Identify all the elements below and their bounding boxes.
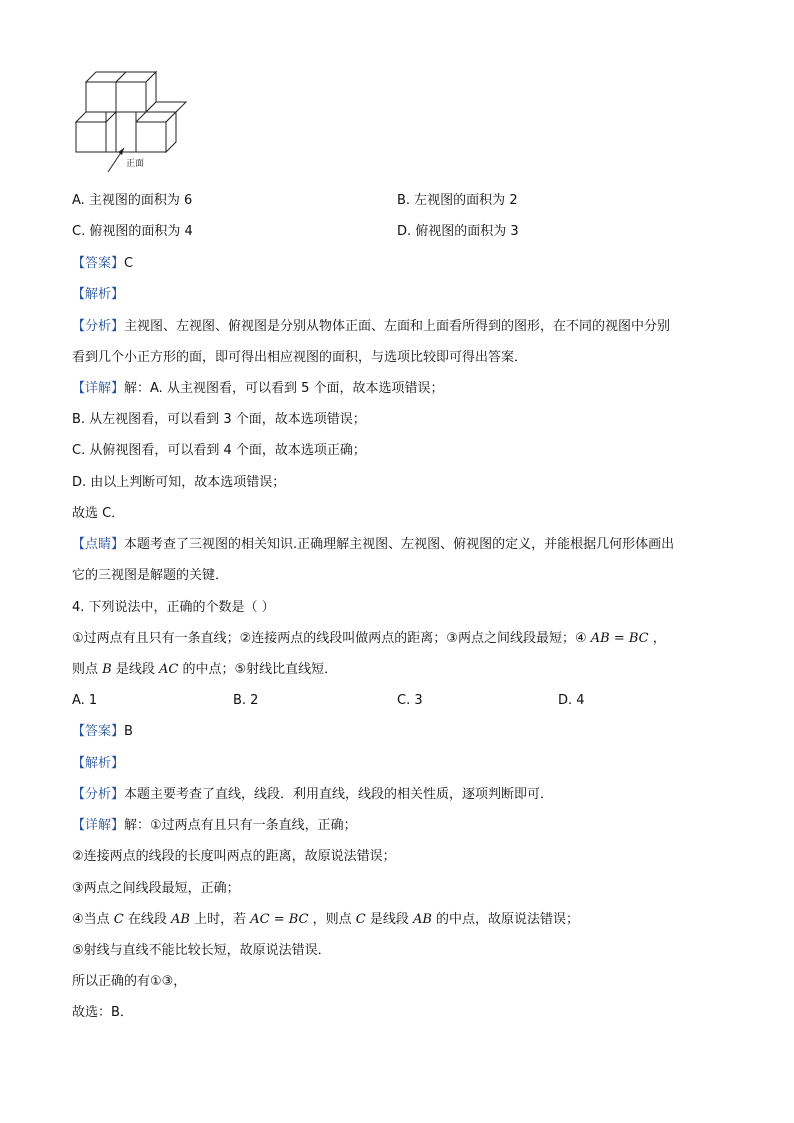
q3-analysis-heading: [72, 285, 124, 305]
q4-option-a: A. 1: [72, 693, 98, 708]
fenxi-text: 本题主要考查了直线，线段．利用直线，线段的相关性质，逐项判断即可．: [124, 787, 554, 802]
statement-text: 是线段: [111, 662, 159, 677]
q3-option-d: D. 俯视图的面积为 3: [397, 224, 519, 239]
math-var: B: [102, 662, 112, 677]
analysis-tag: 【解析】: [72, 287, 125, 302]
q3-dianjing-line-1: [72, 535, 674, 555]
fenxi-tag: 【分析】: [72, 787, 125, 802]
answer-value: B: [124, 724, 133, 739]
math-var: C: [113, 912, 124, 927]
answer-tag: 【答案】: [72, 256, 125, 271]
xiangjie-tag: 【详解】: [72, 381, 125, 396]
cube-figure: [72, 68, 192, 176]
statement-text: ，: [648, 631, 666, 646]
xiangjie-text: 解：①过两点有且只有一条直线，正确；: [124, 818, 357, 833]
q3-line-b: B. 从左视图看，可以看到 3 个面，故本选项错误；: [72, 412, 366, 427]
q4-statement-line-1: [72, 629, 666, 649]
cube-front-face: [86, 82, 116, 112]
xiangjie-text: 解：A. 从主视图看，可以看到 5 个面，故本选项错误；: [124, 381, 444, 396]
math-var: AC: [158, 662, 179, 677]
q3-option-b: B. 左视图的面积为 2: [397, 193, 518, 208]
q4-option-d: D. 4: [558, 693, 585, 708]
q4-line-3: ③两点之间线段最短，正确；: [72, 881, 240, 896]
q4-xiangjie-line-1: [72, 816, 357, 836]
fenxi-tag: 【分析】: [72, 319, 125, 334]
math-var: AB: [171, 912, 190, 927]
statement-text: ，则点: [308, 912, 356, 927]
math-var: AB: [412, 912, 432, 927]
q4-choose: 故选：B．: [72, 1005, 133, 1020]
fenxi-text: 主视图、左视图、俯视图是分别从物体正面、左面和上面看所得到的图形，在不同的视图中分别: [124, 319, 671, 334]
q3-fenxi-line-2: 看到几个小正方形的面，即可得出相应视图的面积，与选项比较即可得出答案．: [72, 350, 528, 365]
answer-tag: 【答案】: [72, 724, 125, 739]
q4-statement-line-2: [72, 660, 337, 680]
q4-answer-line: [72, 722, 133, 742]
math-var: C: [355, 912, 366, 927]
q3-line-c: C. 从俯视图看，可以看到 4 个面，故本选项正确；: [72, 443, 366, 458]
statement-text: 在线段: [123, 912, 172, 927]
q4-stem: 4. 下列说法中，正确的个数是（ ）: [72, 600, 275, 615]
statement-text: 上时，若: [189, 912, 251, 927]
cube-front-face: [136, 122, 166, 152]
q4-line-6: 所以正确的有①③，: [72, 974, 187, 989]
q4-option-c: C. 3: [397, 693, 423, 708]
dianjing-tag: 【点睛】: [72, 537, 125, 552]
dianjing-text: 本题考查了三视图的相关知识.正确理解主视图、左视图、俯视图的定义，并能根据几何形体画出: [124, 537, 675, 552]
cube-front-face: [116, 82, 146, 112]
math-expr: AC = BC: [250, 912, 309, 927]
figure-caption: 正面: [126, 159, 145, 169]
q4-analysis-heading: [72, 754, 124, 774]
q3-xiangjie-line-1: [72, 379, 443, 399]
q4-option-b: B. 2: [233, 693, 259, 708]
q4-line-4: [72, 910, 579, 930]
xiangjie-tag: 【详解】: [72, 818, 125, 833]
q3-dianjing-line-2: 它的三视图是解题的关键．: [72, 568, 229, 583]
q4-line-2: ②连接两点的线段的长度叫两点的距离，故原说法错误；: [72, 849, 396, 864]
statement-text: 则点: [72, 662, 103, 677]
q4-fenxi-line: [72, 785, 553, 805]
q3-option-a: A. 主视图的面积为 6: [72, 193, 193, 208]
statement-text: 的中点，故原说法错误；: [431, 912, 580, 927]
statement-text: 是线段: [365, 912, 413, 927]
math-expr: AB = BC: [590, 631, 649, 646]
q4-line-5: ⑤射线与直线不能比较长短，故原说法错误．: [72, 943, 331, 958]
statement-text: ①过两点有且只有一条直线；②连接两点的线段叫做两点的距离；③两点之间线段最短；④: [72, 631, 591, 646]
q3-answer-line: [72, 254, 133, 274]
q3-fenxi-line-1: [72, 317, 670, 337]
statement-text: 的中点；⑤射线比直线短．: [178, 662, 338, 677]
cube-front-face: [76, 122, 106, 152]
analysis-tag: 【解析】: [72, 756, 125, 771]
statement-text: ④当点: [72, 912, 114, 927]
q3-choose: 故选 C．: [72, 506, 125, 521]
answer-value: C: [124, 256, 134, 271]
q3-option-c: C. 俯视图的面积为 4: [72, 224, 193, 239]
q3-line-d: D. 由以上判断可知，故本选项错误；: [72, 475, 286, 490]
